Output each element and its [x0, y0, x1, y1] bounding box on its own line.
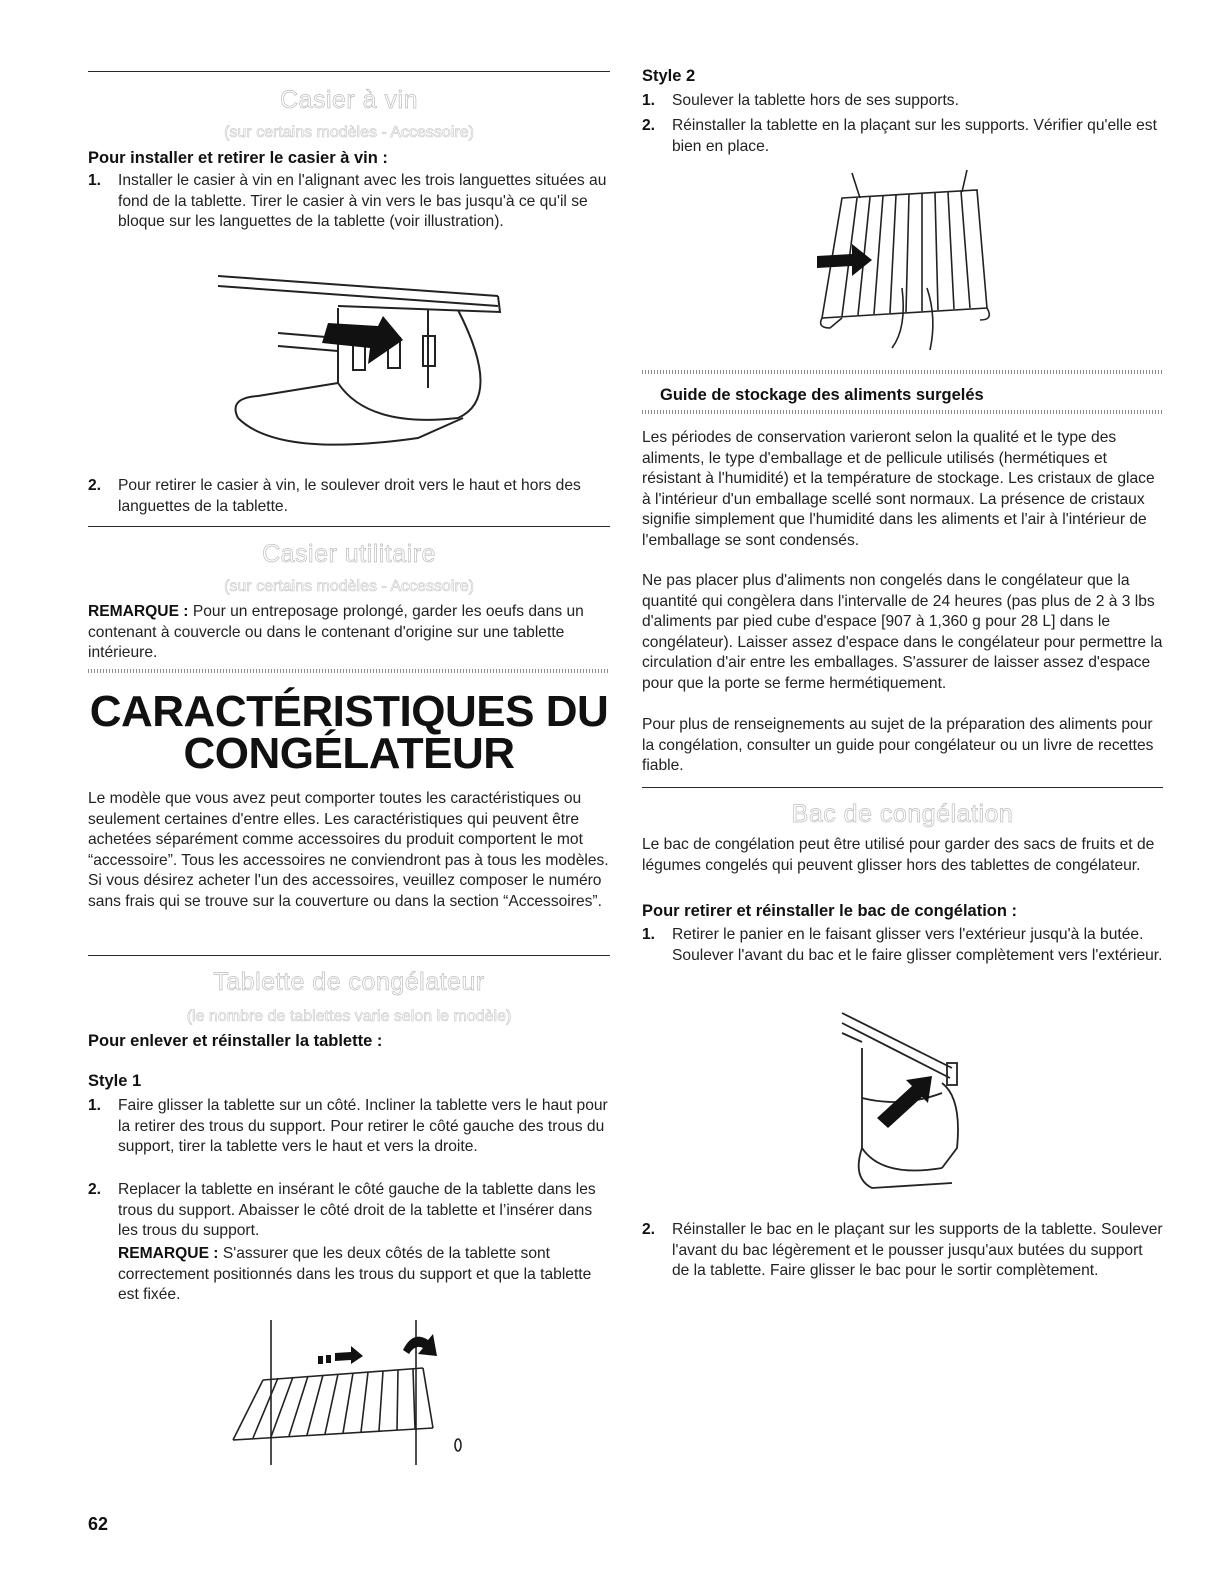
shelf-style-1-illustration [223, 1320, 473, 1470]
frozen-food-guide-title: Guide de stockage des aliments surgelés [660, 386, 984, 404]
remark-text: S'assurer que les deux côtés de la tablette sont correctement positionnés dans les trous du support et que la tablette est fixée. [118, 1245, 592, 1303]
step-text: Pour retirer le casier à vin, le soulever droit vers le haut et hors des languettes de la tablette. [118, 477, 581, 515]
shelf-style-2-step-2 [642, 116, 1163, 157]
dotted-divider [642, 410, 1163, 414]
wine-rack-step-1 [88, 171, 610, 233]
step-number: 1. [642, 926, 656, 943]
step-number: 2. [642, 117, 656, 134]
step-text: Soulever la tablette hors de ses supports. [672, 92, 959, 109]
wine-rack-title: Casier à vin [280, 86, 418, 114]
page-number: 62 [88, 1514, 109, 1534]
step-text: Retirer le panier en le faisant glisser vers l'extérieur jusqu'à la butée. Soulever l'avant du bac et le faire glisser complètement vers l'extérieur. [672, 926, 1163, 964]
style-2-label: Style 2 [642, 67, 696, 85]
step-text: Installer le casier à vin en l'alignant avec les trois languettes situées au fond de la tablette. Tirer le casier à vin vers le bas jusqu'à ce qu'il se bloque sur les languettes de la tablette (voir illustration). [118, 172, 607, 230]
step-number: 2. [642, 1221, 656, 1238]
step-number: 2. [88, 1181, 102, 1198]
wine-rack-heading: Pour installer et retirer le casier à vin : [88, 149, 388, 167]
section-divider [642, 787, 1163, 788]
shelf-style-2-step-1 [642, 91, 1163, 112]
shelf-remark [118, 1244, 610, 1306]
shelf-step-1 [88, 1096, 610, 1158]
step-text: Réinstaller la tablette en la plaçant sur les supports. Vérifier qu'elle est bien en place. [672, 117, 1157, 155]
freezer-bin-intro: Le bac de congélation peut être utilisé pour garder des sacs de fruits et de légumes congelés qui peuvent glisser hors des tablettes de congélateur. [642, 836, 1155, 874]
guide-paragraph-3: Pour plus de renseignements au sujet de la préparation des aliments pour la congélation, consulter un guide pour congélateur ou un livre de recettes fiable. [642, 716, 1154, 774]
dotted-divider [642, 370, 1163, 374]
main-title-line-1: CARACTÉRISTIQUES DU [89, 687, 609, 736]
guide-paragraph-2: Ne pas placer plus d'aliments non congelés dans le congélateur que la quantité qui congèlera dans l'intervalle de 24 heures (pas plus de 2 à 3 lbs d'aliments par pied cube d'espace [907 à 1,360 g pour 28 L] dans le congélateur). Laisser assez d'espace dans le congélateur pour permettre la circulation d'air entre les emballages. S'assurer de laisser assez d'espace pour que la porte se ferme hermétiquement. [642, 572, 1163, 692]
shelf-step-2 [88, 1180, 610, 1242]
freezer-bin-step-2 [642, 1220, 1163, 1282]
step-number: 1. [642, 92, 656, 109]
freezer-shelf-heading: Pour enlever et réinstaller la tablette : [88, 1032, 383, 1050]
wine-rack-illustration [218, 268, 508, 458]
freezer-bin-heading: Pour retirer et réinstaller le bac de congélation : [642, 902, 1018, 920]
freezer-bin-step-1 [642, 925, 1163, 966]
step-number: 2. [88, 477, 102, 494]
step-number: 1. [88, 1097, 102, 1114]
utility-bin-remark [88, 602, 610, 664]
guide-paragraph-1: Les périodes de conservation varieront selon la qualité et le type des aliments, le type d'emballage et de pellicule utilisés (hermétiques et résistant à l'humidité) et la température de stockage. Les cristaux de glace à l'intérieur d'un emballage scellé sont normaux. La présence de cristaux signifie simplement que l'humidité dans les aliments et l'air à l'intérieur de l'emballage se sont condensés. [642, 429, 1155, 549]
freezer-shelf-title: Tablette de congélateur [213, 968, 485, 996]
section-divider [88, 526, 610, 527]
remark-label: REMARQUE : [88, 603, 189, 620]
shelf-style-2-illustration [812, 168, 1012, 358]
utility-bin-subtitle: (sur certains modèles - Accessoire) [224, 578, 474, 595]
step-text: Faire glisser la tablette sur un côté. Incliner la tablette vers le haut pour la retirer des trous du support. Pour retirer le côté gauche des trous du support, tirer la tablette vers le haut et vers la droite. [118, 1097, 608, 1155]
wine-rack-subtitle: (sur certains modèles - Accessoire) [224, 124, 474, 141]
step-text: Replacer la tablette en insérant le côté gauche de la tablette dans les trous du support. Abaisser le côté droit de la tablette et l’insérer dans les trous du support. [118, 1181, 596, 1239]
step-text: Réinstaller le bac en le plaçant sur les supports de la tablette. Soulever l'avant du bac légèrement et le pousser jusqu'aux butées du support de la tablette. Faire glisser le bac pour le sortir complètement. [672, 1221, 1163, 1279]
freezer-bin-illustration [832, 1008, 982, 1203]
remark-label: REMARQUE : [118, 1245, 219, 1262]
freezer-bin-title: Bac de congélation [791, 800, 1014, 828]
style-1-label: Style 1 [88, 1072, 142, 1090]
section-divider [88, 71, 610, 72]
remark-text: Pour un entreposage prolongé, garder les oeufs dans un contenant à couvercle ou dans le contenant d'origine sur une tablette intérieure. [88, 603, 584, 661]
main-title-line-2: CONGÉLATEUR [183, 729, 515, 778]
step-number: 1. [88, 172, 102, 189]
section-divider [88, 955, 610, 956]
freezer-intro: Le modèle que vous avez peut comporter toutes les caractéristiques ou seulement certaines d'entre elles. Les caractéristiques qui peuvent être achetées séparément comme accessoires du produit comportent le mot “accessoire”. Tous les accessoires ne conviendront pas à tous les modèles. Si vous désirez acheter l'un des accessoires, veuillez composer le numéro sans frais qui se trouve sur la couverture ou dans la section “Accessoires”. [88, 790, 609, 910]
dotted-divider [88, 669, 610, 673]
wine-rack-step-2 [88, 476, 610, 517]
freezer-shelf-subtitle: (le nombre de tablettes varie selon le modèle) [186, 1008, 512, 1025]
utility-bin-title: Casier utilitaire [262, 540, 436, 568]
